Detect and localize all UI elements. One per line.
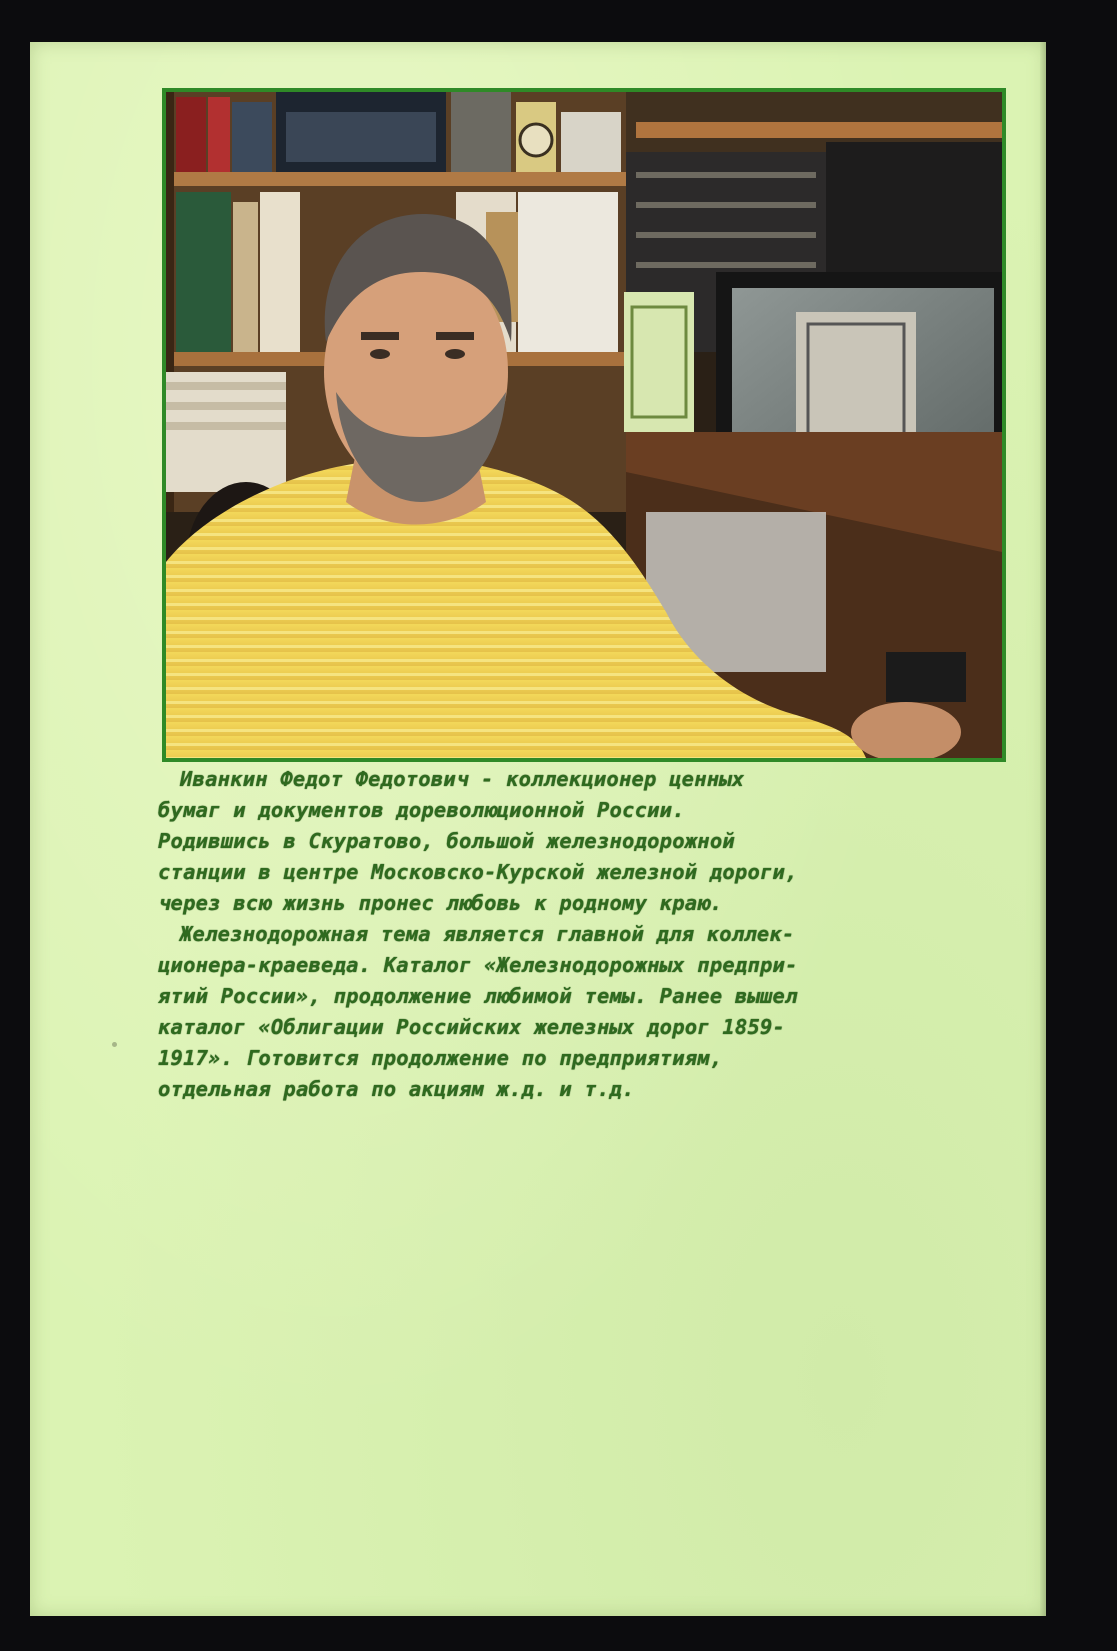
bio-line: ятий России», продолжение любимой темы. Ранее вышел: [158, 984, 798, 1008]
bio-line: отдельная работа по акциям ж.д. и т.д.: [158, 1077, 635, 1101]
bio-line: через всю жизнь пронес любовь к родному краю.: [158, 891, 723, 915]
bio-line: Иванкин Федот Федотович - коллекционер ценных: [180, 767, 745, 791]
paper-speck: [112, 1042, 117, 1047]
bio-line: Родившись в Скуратово, большой железнодорожной: [158, 829, 735, 853]
author-photo: [166, 92, 1002, 758]
bio-line: станции в центре Московско-Курской железной дороги,: [158, 860, 798, 884]
bio-line: ционера-краеведа. Каталог «Железнодорожных предпри-: [158, 953, 798, 977]
author-bio: [158, 764, 1038, 1105]
bio-line: 1917». Готовится продолжение по предприятиям,: [158, 1046, 723, 1070]
bio-line: каталог «Облигации Российских железных дорог 1859-: [158, 1015, 786, 1039]
cover-spine-edge: [1040, 42, 1046, 1616]
bio-line: бумаг и документов дореволюционной России.: [158, 798, 685, 822]
book-back-cover: [30, 42, 1046, 1616]
bio-line: Железнодорожная тема является главной для коллек-: [180, 922, 795, 946]
author-photo-frame: [162, 88, 1006, 762]
